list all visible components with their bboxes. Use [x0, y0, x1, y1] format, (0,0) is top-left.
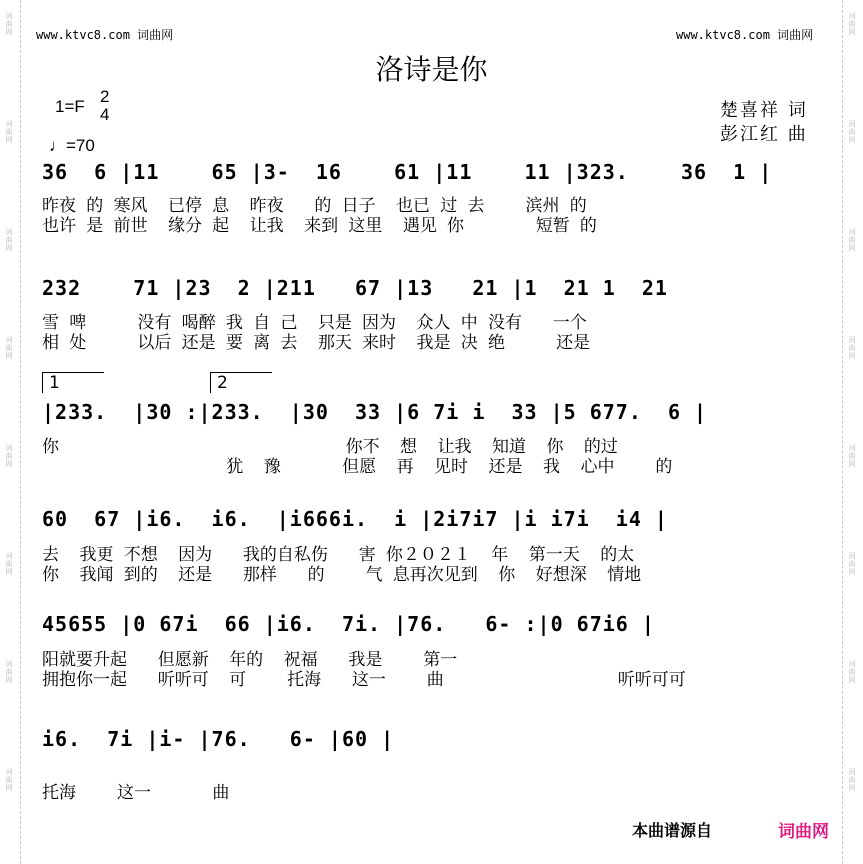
- time-signature: [100, 88, 109, 124]
- lyrics-verse2-row-3: 犹 豫 但愿 再 见时 还是 我 心中 的: [42, 457, 673, 477]
- lyrics-verse2-row-2: 相 处 以后 还是 要 离 去 那天 来时 我是 决 绝 还是: [42, 333, 591, 353]
- watermark-mark: 词 曲 网: [848, 660, 856, 684]
- time-signature-top: 2: [100, 87, 110, 106]
- watermark-mark: 词 曲 网: [848, 552, 856, 576]
- watermark-mark: 词 曲 网: [848, 120, 856, 144]
- watermark-mark: 词 曲 网: [5, 120, 13, 144]
- volta-bracket-2: [210, 372, 272, 393]
- watermark-mark: 词 曲 网: [5, 228, 13, 252]
- lyrics-verse1-row-2: 雪 啤 没有 喝醉 我 自 己 只是 因为 众人 中 没有 一个: [42, 313, 587, 333]
- lyrics-verse1-row-3: 你 你不 想 让我 知道 你 的过: [42, 437, 618, 457]
- lyrics-verse2-row-4: 你 我闻 到的 还是 那样 的 气 息再次见到 你 好想深 情地: [42, 565, 642, 585]
- watermark-column-left: [0, 0, 21, 864]
- lyrics-verse1-row-6: 托海 这一 曲: [42, 783, 230, 803]
- watermark-mark: 词 曲 网: [848, 336, 856, 360]
- watermark-mark: 词 曲 网: [5, 12, 13, 36]
- source-brand-link[interactable]: 词曲网: [778, 822, 829, 842]
- site-url-left[interactable]: www.ktvc8.com 词曲网: [36, 28, 174, 42]
- song-title: 洛诗是你: [375, 53, 488, 86]
- composer-credit: 彭江红 曲: [720, 124, 808, 145]
- site-url-right[interactable]: www.ktvc8.com 词曲网: [676, 28, 814, 42]
- notation-row-1: 36 6 |11 65 |3- 16 61 |11 11 |323. 36 1 |: [42, 160, 773, 184]
- source-label: 本曲谱源自: [632, 821, 713, 840]
- tempo-marking: ♩=70: [49, 136, 95, 155]
- notation-row-2: 232 71 |23 2 |211 67 |13 21 |1 21 1 21: [42, 276, 668, 300]
- notation-row-6: i6. 7i |i- |76. 6- |60 |: [42, 727, 395, 751]
- watermark-mark: 词 曲 网: [848, 12, 856, 36]
- lyrics-verse1-row-5: 阳就要升起 但愿新 年的 祝福 我是 第一: [42, 650, 458, 670]
- volta-bracket-1: [42, 372, 104, 393]
- lyrics-verse2-row-5: 拥抱你一起 听听可 可 托海 这一 曲 听听可可: [42, 670, 686, 690]
- watermark-mark: 词 曲 网: [5, 768, 13, 792]
- key-signature: 1=F: [55, 97, 85, 116]
- notation-row-5: 45655 |0 67i 66 |i6. 7i. |76. 6- :|0 67i6 |: [42, 612, 655, 636]
- watermark-mark: 词 曲 网: [848, 228, 856, 252]
- watermark-mark: 词 曲 网: [5, 444, 13, 468]
- lyrics-verse2-row-1: 也许 是 前世 缘分 起 让我 来到 这里 遇见 你 短暂 的: [42, 216, 597, 236]
- volta-number-1: 1: [49, 373, 60, 393]
- watermark-mark: 词 曲 网: [848, 444, 856, 468]
- watermark-mark: 词 曲 网: [5, 336, 13, 360]
- watermark-mark: 词 曲 网: [848, 768, 856, 792]
- lyricist-credit: 楚喜祥 词: [720, 100, 808, 121]
- watermark-mark: 词 曲 网: [5, 660, 13, 684]
- watermark-mark: 词 曲 网: [5, 552, 13, 576]
- watermark-column-right: [842, 0, 863, 864]
- notation-row-4: 60 67 |i6. i6. |i666i. i |2i7i7 |i i7i i4 |: [42, 507, 668, 531]
- time-signature-bottom: 4: [100, 105, 110, 124]
- lyrics-verse1-row-4: 去 我更 不想 因为 我的自私伤 害 你２０２１ 年 第一天 的太: [42, 545, 635, 565]
- notation-row-3: |233. |30 :|233. |30 33 |6 7i i 33 |5 677. 6 |: [42, 400, 708, 424]
- volta-number-2: 2: [217, 373, 228, 393]
- lyrics-verse1-row-1: 昨夜 的 寒风 已停 息 昨夜 的 日子 也已 过 去 滨州 的: [42, 196, 587, 216]
